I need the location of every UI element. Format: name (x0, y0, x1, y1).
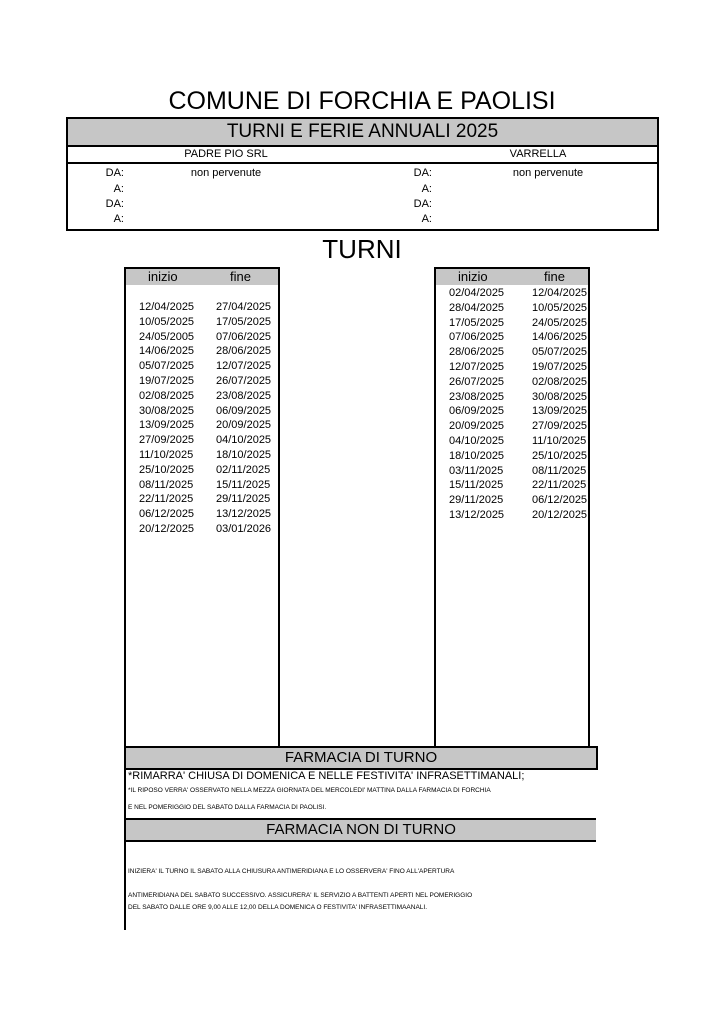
turno-start-date: 03/11/2025 (449, 464, 504, 477)
turni-rows-right (436, 286, 588, 523)
col-start-label: inizio (148, 269, 178, 284)
ferie-left-label: A: (113, 213, 124, 225)
turno-start-date: 14/06/2025 (139, 345, 195, 358)
pharmacy-name-left: PADRE PIO SRL (184, 148, 268, 160)
turno-start-date: 13/12/2025 (449, 508, 505, 521)
turno-end-date: 07/06/2025 (216, 330, 272, 343)
ferie-left-label: DA: (105, 167, 124, 179)
turno-end-date: 18/10/2025 (216, 448, 272, 461)
turno-start-date: 12/04/2025 (139, 301, 195, 313)
ferie-header: TURNI E FERIE ANNUALI 2025 (68, 119, 657, 147)
turno-start-date: 15/11/2025 (449, 479, 504, 492)
turni-rows-left (126, 300, 278, 537)
turno-row (126, 463, 278, 478)
turno-row (126, 374, 278, 389)
turno-start-date: 24/05/2005 (139, 330, 195, 343)
turno-end-date: 05/07/2025 (532, 346, 588, 359)
turno-row (436, 434, 588, 449)
col-end-label: fine (230, 269, 251, 284)
turno-row (436, 286, 588, 301)
turno-row (436, 404, 588, 419)
turno-end-date: 04/10/2025 (216, 434, 272, 447)
turno-end-date: 10/05/2025 (532, 301, 588, 314)
turno-end-date: 15/11/2025 (216, 478, 271, 491)
turno-end-date: 26/07/2025 (216, 374, 272, 387)
ferie-right-label: A: (421, 213, 432, 225)
turno-row (126, 359, 278, 374)
turno-end-date: 20/09/2025 (216, 419, 272, 432)
farmacia-turno-line3: E NEL POMERIGGIO DEL SABATO DALLA FARMACIA DI PAOLISI. (128, 804, 327, 811)
turno-row (436, 360, 588, 375)
turno-start-date: 06/09/2025 (449, 405, 505, 418)
turno-end-date: 06/09/2025 (216, 404, 272, 417)
turno-end-date: 02/08/2025 (532, 375, 588, 388)
turno-end-date: 12/07/2025 (216, 360, 272, 373)
turno-start-date: 28/06/2025 (449, 346, 505, 359)
turno-start-date: 22/11/2025 (139, 493, 194, 506)
ferie-right-value: non pervenute (512, 167, 584, 179)
turno-end-date: 03/01/2026 (216, 522, 272, 535)
ferie-left-value: non pervenute (190, 167, 262, 179)
turno-end-date: 02/11/2025 (216, 463, 271, 476)
turno-end-date: 22/11/2025 (532, 479, 587, 492)
turno-end-date: 14/06/2025 (532, 331, 588, 344)
farmacia-turno-line2: *IL RIPOSO VERRA' OSSERVATO NELLA MEZZA GIORNATA DEL MERCOLEDI' MATTINA DALLA FARMACIA DI FORCHIA (128, 787, 491, 794)
turno-end-date: 27/09/2025 (532, 420, 588, 433)
turno-row (436, 330, 588, 345)
turno-row (436, 493, 588, 508)
ferie-right-label: A: (421, 183, 432, 195)
pharmacy-name-right: VARRELLA (509, 148, 567, 160)
turno-row (126, 448, 278, 463)
farmacia-non-turno-line2: ANTIMERIDIANA DEL SABATO SUCCESSIVO. ASSICURERA' IL SERVIZIO A BATTENTI APERTI NEL POMERIGGIO (128, 892, 473, 899)
turno-row (126, 300, 278, 315)
turno-row (436, 419, 588, 434)
turni-list-header (126, 269, 278, 285)
turno-row (436, 449, 588, 464)
notes-section (124, 746, 598, 930)
turno-end-date: 12/04/2025 (532, 287, 588, 299)
turno-end-date: 20/12/2025 (532, 508, 588, 521)
turno-start-date: 20/12/2025 (139, 522, 195, 535)
turno-row (436, 508, 588, 523)
ferie-right-label: DA: (413, 198, 432, 210)
turno-end-date: 24/05/2025 (532, 316, 588, 329)
turno-start-date: 23/08/2025 (449, 390, 505, 403)
turno-row (436, 375, 588, 390)
turno-start-date: 10/05/2025 (139, 315, 195, 328)
turno-row (126, 315, 278, 330)
turni-title: TURNI (322, 234, 402, 264)
ferie-left-label: DA: (105, 198, 124, 210)
turno-start-date: 26/07/2025 (449, 375, 505, 388)
turno-start-date: 07/06/2025 (449, 331, 505, 344)
turno-row (126, 478, 278, 493)
turno-end-date: 06/12/2025 (532, 494, 588, 507)
turno-start-date: 25/10/2025 (139, 463, 195, 476)
turno-end-date: 29/11/2025 (216, 493, 271, 506)
page-title: COMUNE DI FORCHIA E PAOLISI (168, 87, 556, 115)
ferie-names-row (68, 147, 657, 164)
farmacia-non-turno-line3: DEL SABATO DALLE ORE 9,00 ALLE 12,00 DELLA DOMENICA O FESTIVITA' INFRASETTIMAANALI. (128, 904, 428, 911)
section-divider (126, 840, 596, 842)
turno-start-date: 02/08/2025 (139, 389, 195, 402)
ferie-right-label: DA: (413, 167, 432, 179)
turno-row (126, 330, 278, 345)
turno-start-date: 29/11/2025 (449, 494, 504, 507)
turno-start-date: 30/08/2025 (139, 404, 195, 417)
turni-list-left (124, 267, 280, 750)
turno-start-date: 12/07/2025 (449, 360, 505, 373)
turno-start-date: 02/04/2025 (449, 287, 505, 299)
turno-row (126, 433, 278, 448)
turno-row (126, 507, 278, 522)
turno-row (126, 522, 278, 537)
farmacia-non-turno-line1: INIZIERA' IL TURNO IL SABATO ALLA CHIUSURA ANTIMERIDIANA E LO OSSERVERA' FINO ALL'APERTURA (128, 868, 455, 875)
turni-list-header (436, 269, 588, 285)
turno-start-date: 28/04/2025 (449, 301, 505, 314)
turno-start-date: 06/12/2025 (139, 508, 195, 521)
turno-start-date: 08/11/2025 (139, 478, 194, 491)
turno-start-date: 17/05/2025 (449, 316, 505, 329)
turno-start-date: 27/09/2025 (139, 434, 195, 447)
turno-row (126, 418, 278, 433)
turno-start-date: 20/09/2025 (449, 420, 505, 433)
ferie-table (66, 117, 659, 231)
turno-row (436, 478, 588, 493)
col-end-label: fine (544, 269, 565, 284)
turni-list-right (434, 267, 590, 750)
turno-end-date: 30/08/2025 (532, 390, 588, 403)
turno-start-date: 13/09/2025 (139, 419, 195, 432)
turno-end-date: 17/05/2025 (216, 315, 272, 328)
turno-end-date: 13/12/2025 (216, 508, 272, 521)
turno-end-date: 19/07/2025 (532, 360, 588, 373)
turno-row (436, 390, 588, 405)
turno-row (126, 344, 278, 359)
turno-start-date: 19/07/2025 (139, 374, 195, 387)
turno-row (126, 492, 278, 507)
turno-end-date: 28/06/2025 (216, 345, 272, 358)
turno-row (436, 464, 588, 479)
farmacia-turno-line1: *RIMARRA' CHIUSA DI DOMENICA E NELLE FESTIVITA' INFRASETTIMANALI; (128, 770, 525, 782)
turno-row (126, 389, 278, 404)
turno-end-date: 25/10/2025 (532, 449, 588, 462)
turno-row (436, 301, 588, 316)
turno-start-date: 18/10/2025 (449, 449, 505, 462)
turno-row (436, 316, 588, 331)
col-start-label: inizio (458, 269, 488, 284)
turno-row (126, 404, 278, 419)
turno-end-date: 11/10/2025 (532, 434, 587, 447)
turno-start-date: 04/10/2025 (449, 434, 505, 447)
ferie-left-label: A: (113, 183, 124, 195)
turno-end-date: 23/08/2025 (216, 389, 272, 402)
turno-row (436, 345, 588, 360)
turno-start-date: 05/07/2025 (139, 360, 195, 373)
farmacia-non-turno-header: FARMACIA NON DI TURNO (126, 818, 596, 840)
turno-end-date: 13/09/2025 (532, 405, 588, 418)
turno-end-date: 08/11/2025 (532, 464, 587, 477)
turno-end-date: 27/04/2025 (216, 301, 272, 313)
farmacia-turno-header: FARMACIA DI TURNO (126, 746, 598, 770)
turno-start-date: 11/10/2025 (139, 448, 194, 461)
